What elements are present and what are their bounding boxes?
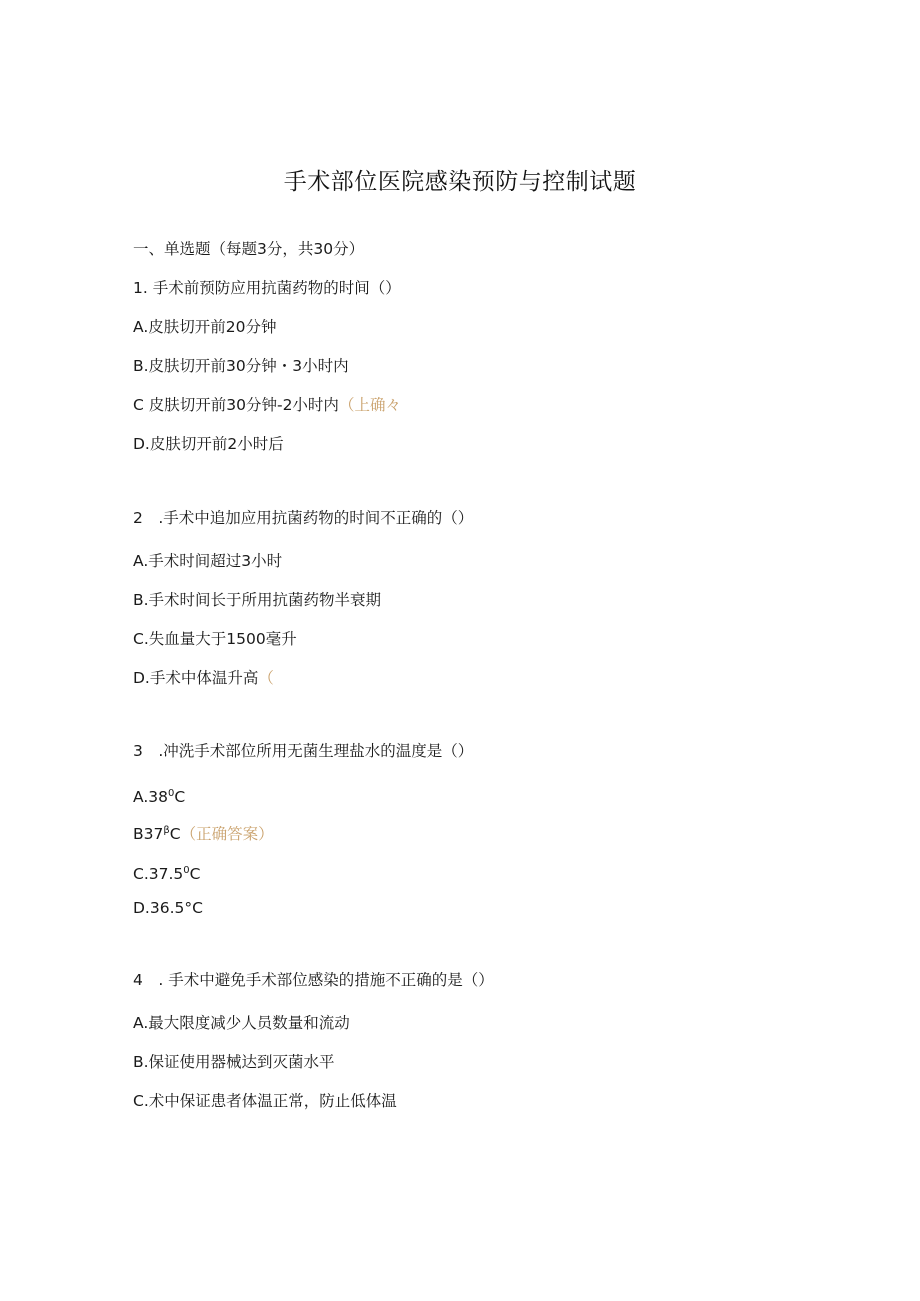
question-1-answer-note: （上确々: [338, 396, 401, 414]
question-2-stem: 2 .手术中追加应用抗菌药物的时间不正确的（）: [133, 509, 474, 527]
question-1-option-d: D.皮肤切开前2小时后: [133, 435, 284, 453]
question-2-option-d-text: D.手术中体温升高: [133, 669, 259, 687]
question-2-option-a: A.手术时间超过3小时: [133, 552, 283, 570]
question-4-stem: 4 . 手术中避免手术部位感染的措施不正确的是（）: [133, 971, 494, 989]
question-1-option-c-text: C 皮肤切开前30分钟-2小时内: [133, 396, 339, 414]
question-1-option-b: B.皮肤切开前30分钟・3小时内: [133, 357, 349, 375]
question-3-option-b-sup: β: [163, 825, 170, 836]
question-4-option-b: B.保证使用器械达到灭菌水平: [133, 1053, 335, 1071]
question-1-option-a: A.皮肤切开前20分钟: [133, 318, 277, 336]
question-3-option-a-sup: 0: [167, 788, 175, 799]
question-4-option-c: C.术中保证患者体温正常，防止低体温: [133, 1092, 397, 1110]
question-3-option-b: [133, 821, 274, 844]
question-3-option-c-value: C.37.5: [133, 865, 184, 883]
question-3-option-a-unit: C: [174, 788, 186, 806]
question-2-option-c: C.失血量大于1500毫升: [133, 630, 297, 648]
question-3-option-b-value: B37: [133, 825, 164, 843]
question-4-option-a: A.最大限度减少人员数量和流动: [133, 1014, 350, 1032]
question-2-option-d: [133, 668, 274, 688]
question-3-option-c-unit: C: [189, 865, 201, 883]
question-3-stem: 3 .冲洗手术部位所用无菌生理盐水的温度是（）: [133, 742, 474, 760]
question-3-option-c: [133, 861, 200, 884]
question-3-option-d: [133, 898, 203, 918]
question-2-option-b: B.手术时间长于所用抗菌药物半衰期: [133, 591, 382, 609]
question-3-option-b-unit: C: [169, 825, 181, 843]
question-2-answer-note: （: [258, 669, 274, 687]
question-1-stem: 1. 手术前预防应用抗菌药物的时间（）: [133, 279, 401, 297]
question-3-answer-note: （正确答案）: [180, 825, 274, 843]
question-3-option-a: [133, 784, 185, 807]
question-3-option-a-value: A.38: [133, 788, 168, 806]
question-3-option-d-value: D.36.5°C: [133, 899, 203, 917]
question-3-option-c-sup: 0: [183, 865, 190, 876]
question-1-option-c: [133, 395, 401, 415]
document-title: 手术部位医院感染预防与控制试题: [283, 169, 637, 195]
section-header: 一、单选题（每题3分，共30分）: [133, 240, 365, 258]
